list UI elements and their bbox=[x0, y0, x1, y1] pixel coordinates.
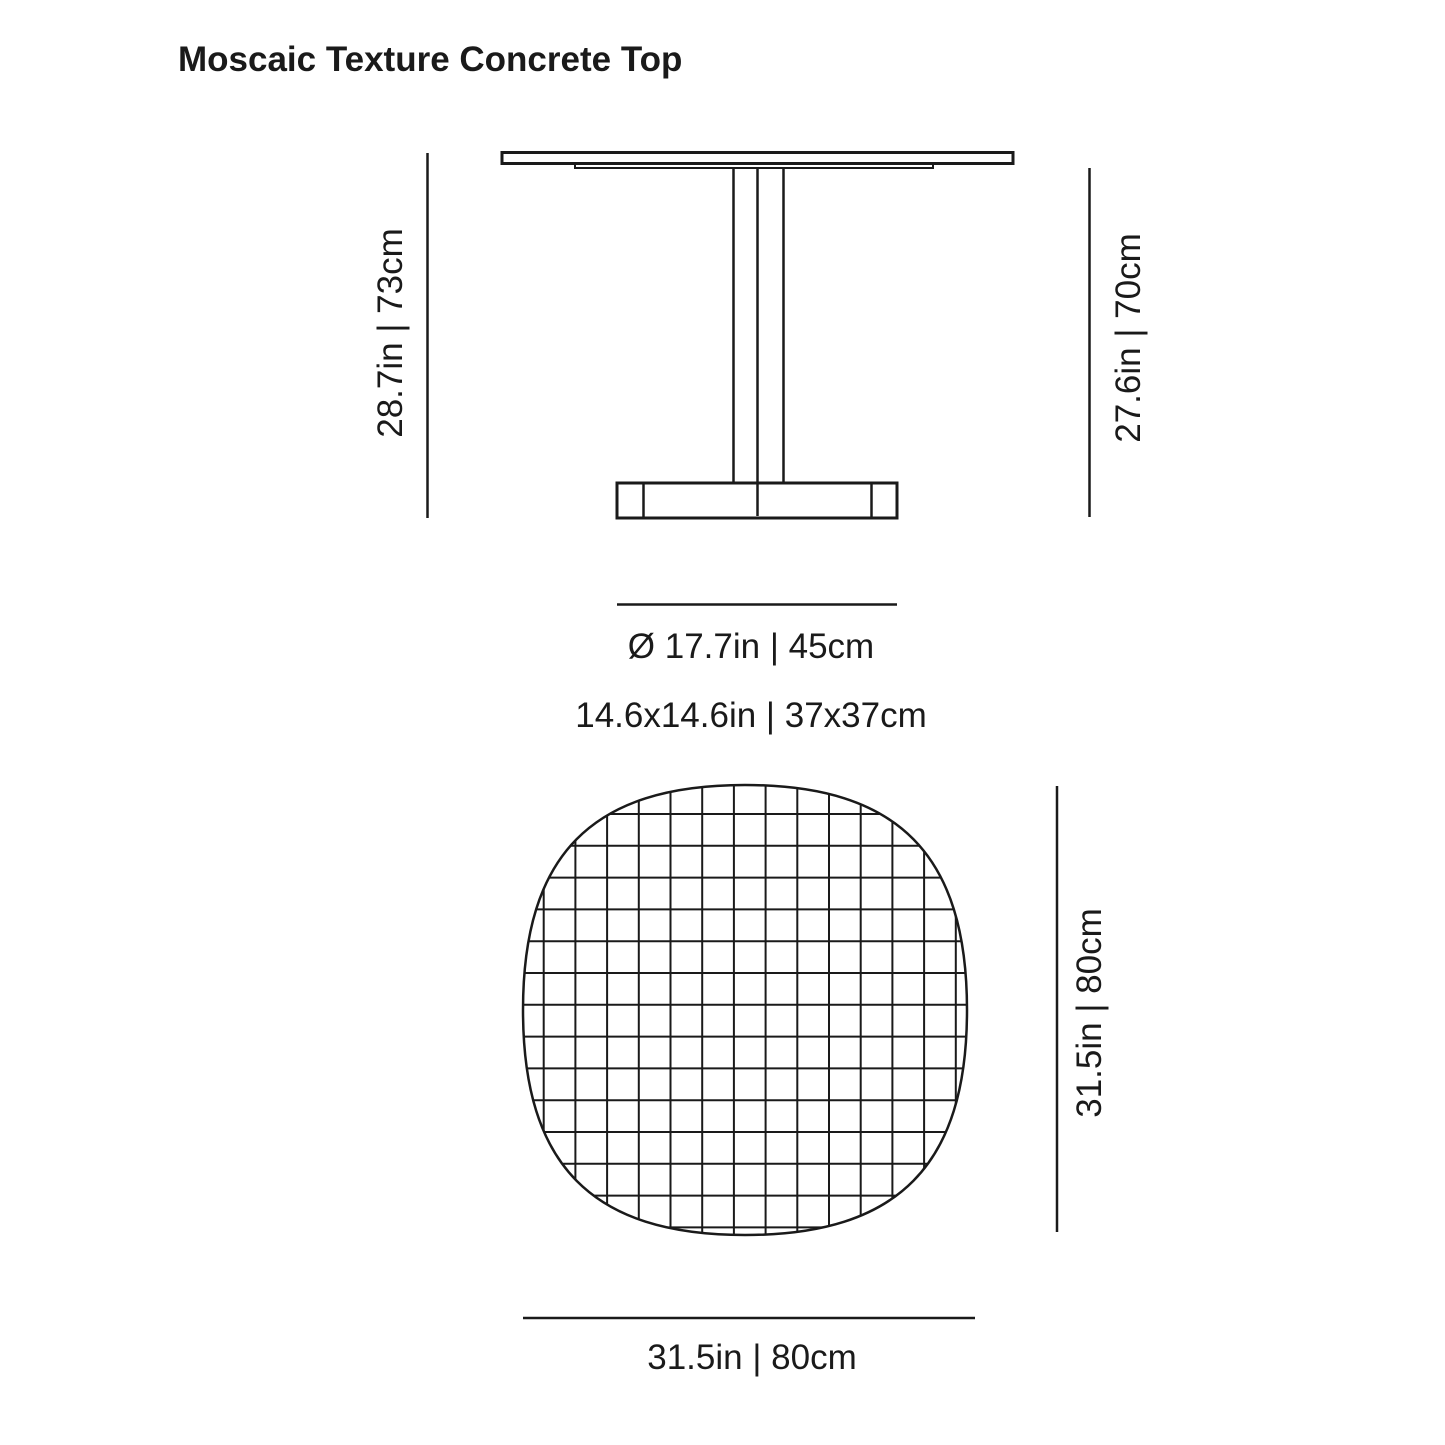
tabletop-shape bbox=[502, 153, 1013, 164]
top-view-height-dimension-label: 31.5in | 80cm bbox=[1070, 908, 1109, 1118]
elevation-view bbox=[428, 153, 1090, 605]
diameter-dimension-label: Ø 17.7in | 45cm bbox=[627, 627, 875, 666]
base-plate-dimension-label: 14.6x14.6in | 37x37cm bbox=[575, 696, 927, 735]
page-title: Moscaic Texture Concrete Top bbox=[178, 40, 683, 79]
height-dimension-right-label: 27.6in | 70cm bbox=[1109, 233, 1148, 443]
top-view-width-dimension-label: 31.5in | 80cm bbox=[647, 1338, 857, 1377]
height-dimension-left-label: 28.7in | 73cm bbox=[371, 228, 410, 438]
tabletop-underside-shape bbox=[575, 164, 933, 169]
squircle-outline bbox=[523, 785, 967, 1235]
mosaic-grid bbox=[523, 785, 967, 1235]
top-view bbox=[523, 785, 1057, 1318]
